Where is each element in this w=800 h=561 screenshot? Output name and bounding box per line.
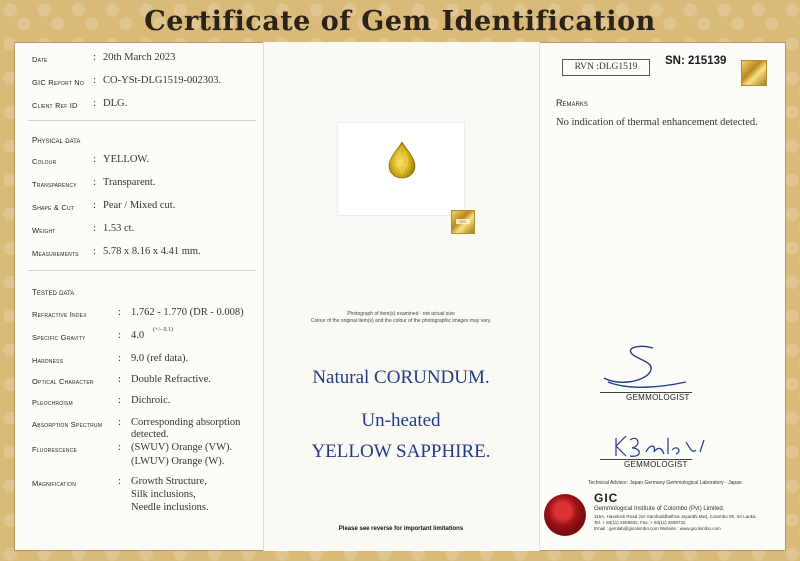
- colon: :: [93, 245, 97, 257]
- hardness-value: 9.0 (ref data).: [131, 353, 189, 364]
- technical-advisor: Technical Advisor: Japan Germany Gemmological Laboratory - Japan: [588, 480, 742, 486]
- colon: :: [118, 306, 122, 318]
- weight-label: Weight: [32, 226, 56, 235]
- pleochroism-value: Dichroic.: [131, 395, 171, 406]
- pleochroism-label: Pleochroism: [32, 398, 73, 407]
- client-ref-label: Client Ref ID: [32, 101, 78, 110]
- org-web: Email : gemlab@gicolombo.com Website : www.gicolombo.com: [594, 526, 721, 531]
- hologram-sticker-corner: [741, 60, 767, 86]
- colon: :: [93, 199, 97, 211]
- colon: :: [93, 176, 97, 188]
- measurements-label: Measurements: [32, 249, 79, 258]
- client-ref-value: DLG.: [103, 98, 128, 109]
- colon: :: [93, 153, 97, 165]
- fluorescence-label: Fluorescence: [32, 445, 78, 454]
- report-no-label: GIC Report No: [32, 78, 84, 87]
- divider: [28, 270, 256, 271]
- colon: :: [118, 394, 122, 406]
- serial-number: SN: 215139: [665, 55, 727, 67]
- gic-logo: GIC: [594, 491, 619, 505]
- transparency-label: Transparency: [32, 180, 77, 189]
- colon: :: [93, 51, 97, 63]
- certificate-title: Certificate of Gem Identification: [144, 6, 656, 37]
- remarks-text: No indication of thermal enhancement detected.: [556, 117, 758, 128]
- absorption-spectrum-label: Absorption Spectrum: [32, 420, 103, 429]
- rvn-box: RVN :DLG1519: [562, 59, 650, 76]
- treatment-text: Un-heated: [361, 410, 441, 431]
- divider: [28, 120, 256, 121]
- pear-gem-image: [388, 141, 416, 179]
- signature-2: [612, 432, 712, 460]
- colon: :: [93, 222, 97, 234]
- gemmologist-label-1: GEMMOLOGIST: [626, 393, 690, 402]
- colon: :: [118, 329, 122, 341]
- date-value: 20th March 2023: [103, 52, 176, 63]
- colon: :: [93, 97, 97, 109]
- center-panel: [263, 42, 539, 551]
- fold-line-right: [539, 42, 540, 551]
- fluorescence-swuv: (SWUV) Orange (VW).: [131, 442, 233, 453]
- colon: :: [118, 352, 122, 364]
- specific-gravity-value: 4.0: [131, 330, 145, 341]
- refractive-index-label: Refractive Index: [32, 310, 87, 319]
- colon: :: [118, 373, 122, 385]
- limitations-note: Please see reverse for important limitations: [338, 526, 464, 532]
- hologram-sticker: [451, 210, 475, 234]
- variety-text: YELLOW SAPPHIRE.: [311, 441, 491, 462]
- weight-value: 1.53 ct.: [103, 223, 135, 234]
- hardness-label: Hardness: [32, 356, 64, 365]
- gem-photo: [337, 122, 465, 216]
- org-name: Gemmological Institute of Colombo (Pvt) Limited.: [594, 506, 725, 512]
- remarks-heading: Remarks: [556, 98, 588, 108]
- optical-character-value: Double Refractive.: [131, 374, 211, 385]
- colour-label: Colour: [32, 157, 57, 166]
- colon: :: [118, 475, 122, 487]
- photo-note-line2: Colour of the original item(s) and the colour of the photographic images may vary.: [310, 318, 492, 324]
- magnification-line2: Silk inclusions,: [131, 489, 196, 500]
- identification-text: Natural CORUNDUM.: [312, 367, 490, 388]
- colon: :: [118, 416, 122, 428]
- magnification-line3: Needle inclusions.: [131, 502, 209, 513]
- specific-gravity-label: Specific Gravity: [32, 333, 86, 342]
- tested-data-heading: Tested data: [32, 288, 75, 297]
- signature-1: [598, 342, 690, 394]
- measurements-value: 5.78 x 8.16 x 4.41 mm.: [103, 246, 201, 257]
- colon: :: [118, 441, 122, 453]
- date-label: Date: [32, 55, 48, 64]
- org-phone: Tel. + 94(11) 2508932, Fax. + 94(11) 2508732: [594, 520, 686, 525]
- physical-data-heading: Physical data: [32, 136, 81, 145]
- fluorescence-lwuv: (LWUV) Orange (W).: [131, 456, 225, 467]
- specific-gravity-tolerance: (+/- 0.1): [153, 327, 174, 333]
- fold-line-left: [263, 42, 264, 551]
- gemmologist-label-2: GEMMOLOGIST: [624, 460, 688, 469]
- refractive-index-value: 1.762 - 1.770 (DR - 0.008): [131, 307, 244, 318]
- transparency-value: Transparent.: [103, 177, 156, 188]
- report-no-value: CO-YSt-DLG1519-002303.: [103, 75, 222, 86]
- magnification-label: Magnification: [32, 479, 77, 488]
- optical-character-label: Optical Character: [32, 377, 94, 386]
- photo-note-line1: Photograph of item(s) examined - not actual size: [347, 311, 455, 317]
- hologram-label: GIC: [456, 219, 470, 224]
- org-address: 115A, Havelock Road (Sri Sambuddhathva Jayanthi Mw), Colombo 05, Sri Lanka.: [594, 514, 757, 519]
- colon: :: [93, 74, 97, 86]
- shape-cut-label: Shape & Cut: [32, 203, 75, 212]
- absorption-value-line2: detected.: [131, 429, 169, 440]
- magnification-line1: Growth Structure,: [131, 476, 207, 487]
- wax-seal: [544, 494, 586, 536]
- shape-cut-value: Pear / Mixed cut.: [103, 200, 176, 211]
- colour-value: YELLOW.: [103, 154, 149, 165]
- absorption-value-line1: Corresponding absorption: [131, 417, 241, 428]
